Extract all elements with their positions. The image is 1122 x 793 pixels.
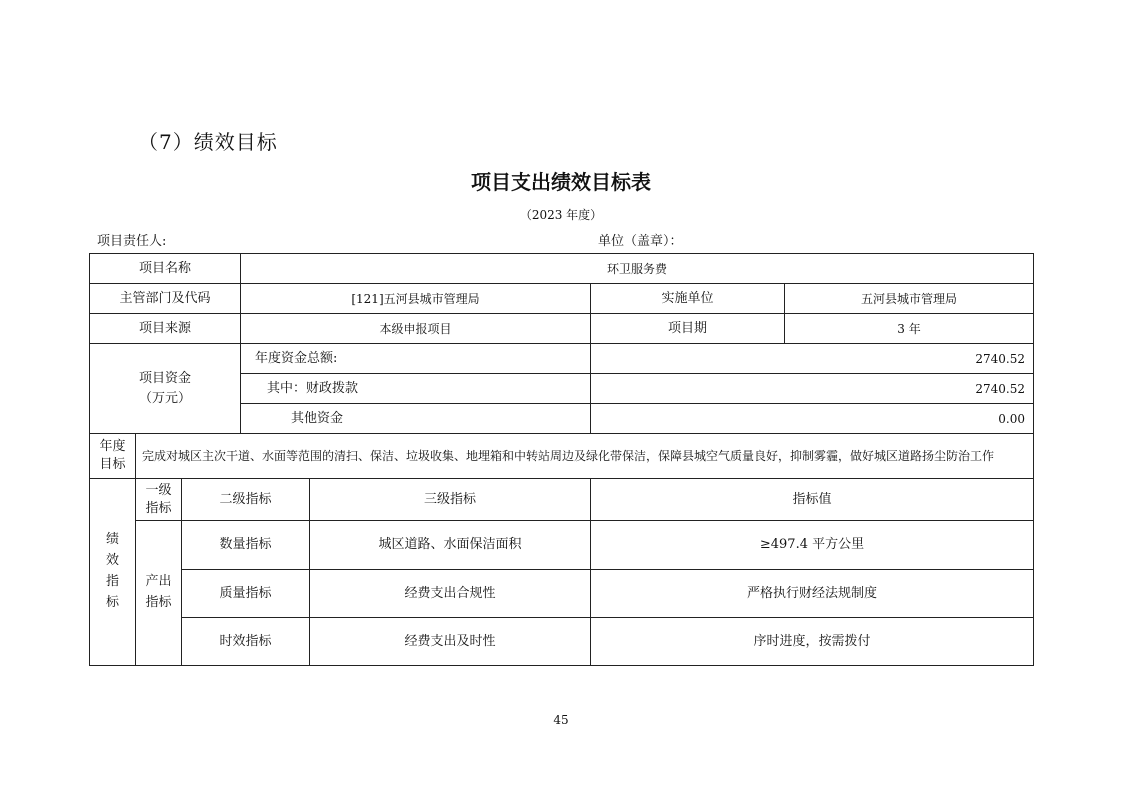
header-level3: 三级指标 [309, 478, 591, 521]
output-indicator-line2: 指标 [145, 595, 172, 610]
indicators-char: 指 [105, 574, 119, 589]
section-heading: （7）绩效目标 [138, 130, 278, 154]
source-value: 本级申报项目 [240, 313, 591, 344]
indicators-char: 绩 [105, 532, 119, 548]
annual-goal-label-line2: 目标 [99, 457, 126, 472]
source-label: 项目来源 [89, 313, 241, 344]
funds-total-label: 年度资金总额: [240, 343, 591, 374]
project-name-value: 环卫服务费 [240, 253, 1034, 284]
funds-label [89, 343, 241, 434]
performance-table [89, 253, 1034, 666]
annual-goal-text: 完成对城区主次干道、水面等范围的清扫、保洁、垃圾收集、地埋箱和中转站周边及绿化带保洁，保障县城空气质量良好，抑制雾霾，做好城区道路扬尘防治工作 [135, 433, 1034, 479]
indicator-level2: 时效指标 [181, 617, 310, 666]
header-value: 指标值 [590, 478, 1034, 521]
header-level1 [135, 478, 182, 521]
funds-total-value: 2740.52 [590, 343, 1034, 374]
impl-unit-label: 实施单位 [590, 283, 785, 314]
funds-other-label: 其他资金 [240, 403, 591, 434]
indicators-char: 标 [105, 594, 119, 610]
indicator-level2: 数量指标 [181, 520, 310, 570]
unit-seal-label: 单位（盖章）： [598, 234, 683, 249]
period-label: 项目期 [590, 313, 785, 344]
funds-label-line1: 项目资金 [138, 371, 191, 386]
output-indicator-label [135, 520, 182, 666]
year-note: （2023 年度） [519, 208, 603, 222]
header-level1-line2: 指标 [145, 500, 172, 516]
indicator-level3: 经费支出合规性 [309, 569, 591, 618]
indicator-value: 序时进度，按需拨付 [590, 617, 1034, 666]
funds-fiscal-label: 其中：财政拨款 [240, 373, 591, 404]
dept-label: 主管部门及代码 [89, 283, 241, 314]
funds-other-value: 0.00 [590, 403, 1034, 434]
indicator-value: ≥497.4 平方公里 [590, 520, 1034, 570]
indicator-level3: 经费支出及时性 [309, 617, 591, 666]
responsible-person-label: 项目责任人: [97, 234, 167, 249]
dept-value: [121]五河县城市管理局 [240, 283, 591, 314]
indicator-value: 严格执行财经法规制度 [590, 569, 1034, 618]
funds-fiscal-value: 2740.52 [590, 373, 1034, 404]
indicator-level2: 质量指标 [181, 569, 310, 618]
output-indicator-line1: 产出 [145, 574, 172, 590]
annual-goal-label-line1: 年度 [99, 439, 126, 455]
impl-unit-value: 五河县城市管理局 [784, 283, 1034, 314]
project-name-label: 项目名称 [89, 253, 241, 284]
indicator-level3: 城区道路、水面保洁面积 [309, 520, 591, 570]
table-title: 项目支出绩效目标表 [471, 170, 651, 194]
header-level1-line1: 一级 [145, 482, 172, 498]
period-value: 3 年 [784, 313, 1034, 344]
page-number: 45 [553, 713, 569, 727]
indicators-char: 效 [105, 553, 119, 569]
funds-label-line2: （万元） [138, 390, 191, 406]
indicators-section-label [89, 478, 136, 666]
header-level2: 二级指标 [181, 478, 310, 521]
annual-goal-label [89, 433, 136, 479]
